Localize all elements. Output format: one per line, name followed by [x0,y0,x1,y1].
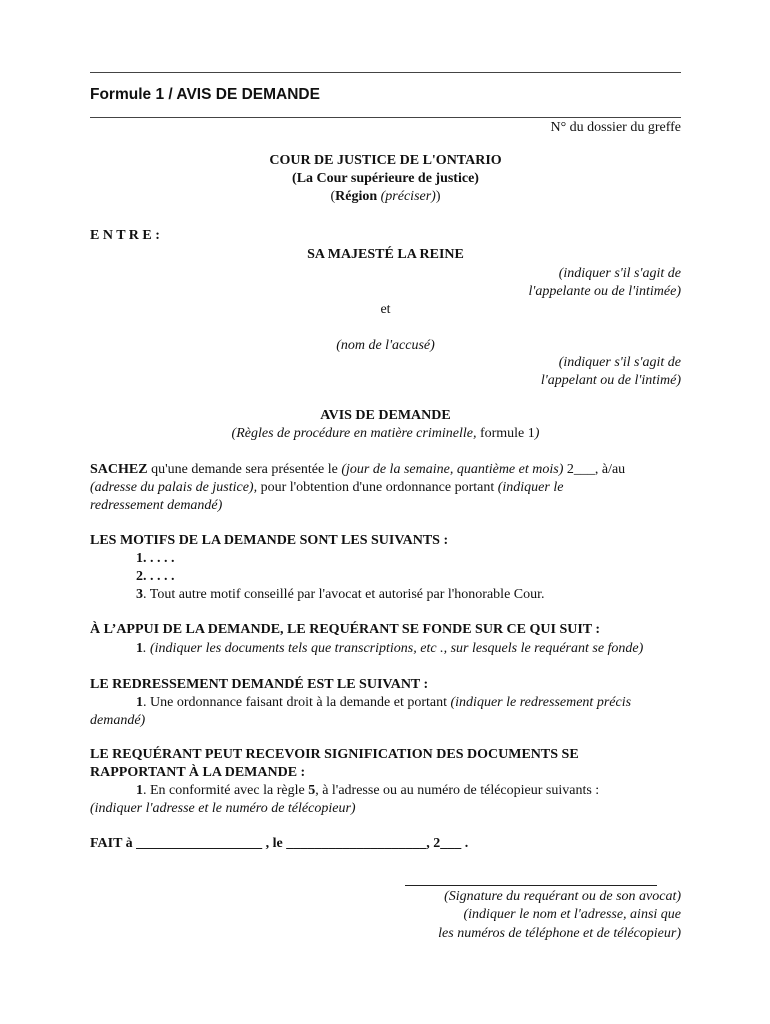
court-name: COUR DE JUSTICE DE L'ONTARIO [269,153,502,168]
service-item-italic: (indiquer l'adresse et le numéro de télécopieur) [90,801,356,816]
take-notice-line-1 [90,461,685,479]
relief-item-italic: (indiquer le redressement précis [450,695,632,710]
take-notice-i3: (indiquer le [497,480,564,495]
rules-plain: formule 1 [476,426,535,441]
accused-name: (nom de l'accusé) [336,338,435,353]
form-title: Formule 1 / AVIS DE DEMANDE [90,86,320,103]
signature-label-2: (indiquer le nom et l'adresse, ainsi que [463,907,681,922]
and-label: et [380,302,391,317]
relief-item-1 [136,695,631,711]
take-notice-paragraph [90,461,685,515]
take-notice-line-3: redressement demandé) [90,498,223,513]
grounds-item-3 [136,587,545,603]
take-notice-t2: 2___, à/au [563,462,626,477]
take-notice-t3: pour l'obtention d'une ordonnance portant [257,480,498,495]
rules-italic: (Règles de procédure en matière criminelle, [231,426,477,441]
notice-rules [90,426,681,442]
top-rule [90,72,681,73]
grounds-item-3-num: 3 [136,587,143,602]
relief-item-italic-2: demandé) [90,713,146,728]
service-heading-2: RAPPORTANT À LA DEMANDE : [90,765,306,780]
court-region [90,189,681,205]
header-rule [90,117,681,118]
signature-line [405,885,657,886]
signed-at-line: FAIT à __________________ , le ____________________, 2___ . [90,836,469,851]
take-notice-bold: SACHEZ [90,462,148,477]
relief-item-num: 1 [136,695,143,710]
between-label: E N T R E : [90,228,160,243]
take-notice-line-2 [90,479,685,497]
crown-note-2: l'appelante ou de l'intimée) [528,284,681,299]
service-item-text-a: . En conformité avec la règle [143,783,309,798]
grounds-item-3-text: . Tout autre motif conseillé par l'avocat et autorisé par l'honorable Cour. [143,587,545,602]
notice-title: AVIS DE DEMANDE [320,408,451,423]
region-open: ( [330,189,336,204]
service-item-1 [136,783,599,799]
support-item-num: 1 [136,641,143,656]
support-item-text: . (indiquer les documents tels que transcriptions, etc ., sur lesquels le requérant se fonde) [143,641,644,656]
grounds-heading: LES MOTIFS DE LA DEMANDE SONT LES SUIVANTS : [90,533,449,548]
region-note: (préciser) [380,189,436,204]
region-close: ) [435,189,441,204]
signature-label-1: (Signature du requérant ou de son avocat) [444,889,681,904]
crown-note-1: (indiquer s'il s'agit de [558,266,681,281]
region-label: Région [335,189,378,204]
service-item-num: 1 [136,783,143,798]
accused-note-2: l'appelant ou de l'intimé) [540,373,681,388]
court-division: (La Cour supérieure de justice) [292,171,479,186]
relief-heading: LE REDRESSEMENT DEMANDÉ EST LE SUIVANT : [90,677,429,692]
grounds-item-1: 1. . . . . [136,551,175,566]
relief-item-text: . Une ordonnance faisant droit à la demande et portant [143,695,451,710]
service-item-text-b: , à l'adresse ou au numéro de télécopieur suivants : [315,783,600,798]
accused-note-1: (indiquer s'il s'agit de [558,355,681,370]
grounds-item-2: 2. . . . . [136,569,175,584]
file-number-label: N° du dossier du greffe [550,120,681,135]
service-heading-1: LE REQUÉRANT PEUT RECEVOIR SIGNIFICATION DES DOCUMENTS SE [90,747,579,762]
take-notice-i1: (jour de la semaine, quantième et mois) [341,462,564,477]
crown-party: SA MAJESTÉ LA REINE [307,247,464,262]
service-item-rule: 5 [308,783,316,798]
signature-label-3: les numéros de téléphone et de télécopieur) [438,926,681,941]
support-heading: À L’APPUI DE LA DEMANDE, LE REQUÉRANT SE FONDE SUR CE QUI SUIT : [90,622,601,637]
take-notice-t1: qu'une demande sera présentée le [147,462,342,477]
support-item-1 [136,641,643,657]
rules-close: ) [534,426,540,441]
take-notice-i2: (adresse du palais de justice), [90,480,258,495]
